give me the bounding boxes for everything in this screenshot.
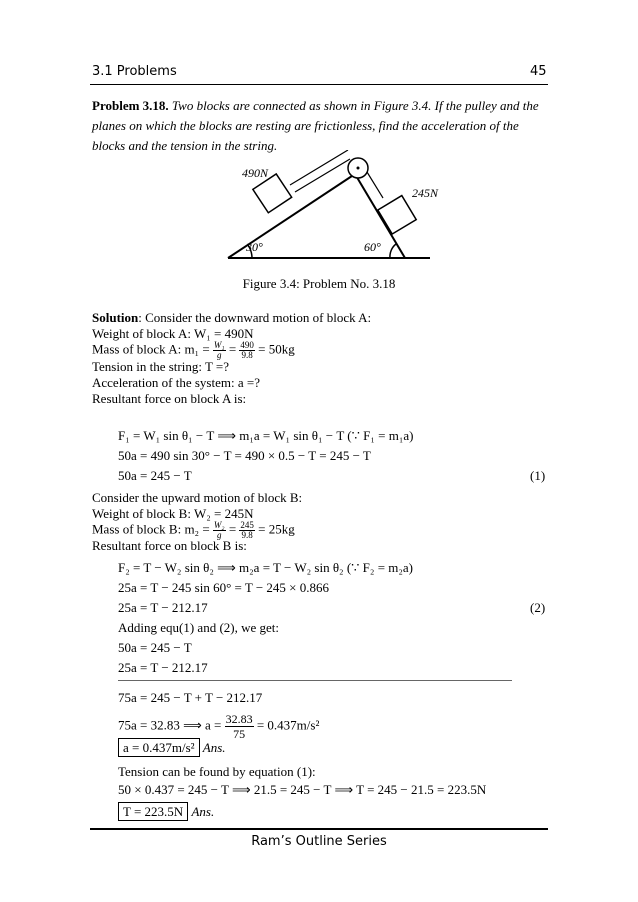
angle-arc-right [390, 244, 396, 258]
problem-text: Two blocks are connected as shown in Figure 3.4. If the pulley and the planes on which the blocks are resting are frictionless, find the acceleration of the blocks and the tension in the string. [92, 98, 539, 153]
intro-b-line: Consider the upward motion of block B: [92, 490, 303, 505]
equation-a1: F₁ = W₁ sin θ₁ − T ⟹ m₁a = W₁ sin θ₁ − T (∵ F₁ = m₁a) [118, 428, 414, 443]
problem-statement [92, 96, 548, 156]
label-angle-60: 60° [364, 240, 381, 254]
tension-intro-line: Tension can be found by equation (1): [118, 764, 316, 779]
tension-equation: 50 × 0.437 = 245 − T ⟹ 21.5 = 245 − T ⟹ T = 245 − 21.5 = 223.5N [118, 782, 487, 797]
block-b [378, 196, 416, 234]
answer-t-label: Ans. [191, 804, 215, 819]
tension-line: Tension in the string: T =? [92, 359, 230, 374]
pulley-axle [357, 167, 360, 170]
answer-a-line [118, 740, 226, 756]
resultant-b-line: Resultant force on block B is: [92, 538, 247, 553]
weight-b-line: Weight of block B: W₂ = 245N [92, 506, 254, 521]
add-eq2: 25a = T − 212.17 [118, 660, 208, 675]
mass-b-den2: 9.8 [241, 530, 253, 540]
sum-rule [118, 680, 512, 681]
mass-b-den1: g [216, 530, 222, 540]
footer-series: Ram’s Outline Series [251, 834, 387, 849]
sum-eq2-frac [225, 712, 254, 741]
sum-eq2-prefix: 75a = 32.83 ⟹ a = [118, 717, 222, 733]
acceleration-line: Acceleration of the system: a =? [92, 375, 260, 390]
mass-a-den1: g [216, 350, 222, 360]
sum-eq2-suffix: = 0.437m/s² [256, 717, 320, 733]
mass-a-prefix: Mass of block A: m₁ = [92, 341, 210, 357]
weight-a-line: Weight of block A: W₁ = 490N [92, 326, 254, 341]
answer-t-box: T = 223.5N [118, 802, 188, 821]
string-a-lower [295, 159, 350, 192]
mass-a-frac2 [239, 341, 255, 360]
equation-number-1: (1) [530, 468, 546, 483]
solution-intro-text: : Consider the downward motion of block A: [138, 310, 372, 325]
sum-eq2 [118, 712, 319, 741]
mass-a-num1: W₁ [213, 340, 225, 350]
sum-eq2-num: 32.83 [225, 712, 253, 726]
footer-rule [90, 828, 548, 830]
answer-t-line [118, 804, 214, 820]
sum-eq1: 75a = 245 − T + T − 212.17 [118, 690, 263, 705]
string-a [290, 150, 348, 185]
mass-a-den2: 9.8 [241, 350, 253, 360]
label-245n: 245N [412, 186, 439, 200]
mass-b-line: Mass of block B: m₂ = $\frac{\text{W₂}}{g}$ = $\frac{245}{9.8}$ = 25kg [92, 520, 295, 540]
inclined-planes-figure [190, 150, 450, 265]
mass-a-num2: 490 [240, 340, 254, 350]
equation-a2: 50a = 490 sin 30° − T = 490 × 0.5 − T = 245 − T [118, 448, 371, 463]
label-angle-30: 30° [246, 240, 263, 254]
mass-b-num1: W₂ [213, 520, 225, 530]
equation-b1: F₂ = T − W₂ sin θ₂ ⟹ m₂a = T − W₂ sin θ₂ (∵ F₂ = m₂a) [118, 560, 414, 575]
figure-caption: Figure 3.4: Problem No. 3.18 [242, 276, 396, 291]
adding-line: Adding equ(1) and (2), we get: [118, 620, 280, 635]
equation-a3: 50a = 245 − T [118, 468, 192, 483]
solution-label: Solution [92, 310, 139, 325]
header-rule [90, 84, 548, 85]
mass-b-result: = 25kg [258, 521, 295, 537]
equation-b2: 25a = T − 245 sin 60° = T − 245 × 0.866 [118, 580, 329, 595]
equation-number-2: (2) [530, 600, 546, 615]
string-b [367, 172, 383, 198]
resultant-a-line: Resultant force on block A is: [92, 391, 247, 406]
sum-eq2-den: 75 [233, 727, 246, 741]
problem-label: Problem 3.18. [92, 98, 169, 113]
label-490n: 490N [242, 166, 269, 180]
equation-b3: 25a = T − 212.17 [118, 600, 208, 615]
solution-intro [92, 310, 371, 326]
mass-b-prefix: Mass of block B: m₂ = [92, 521, 210, 537]
mass-a-line: Mass of block A: m₁ = $\frac{\text{W₁}}{g}$ = $\frac{490}{9.8}$ = 50kg [92, 340, 295, 360]
mass-a-frac1 [213, 341, 226, 360]
mass-a-result: = 50kg [258, 341, 295, 357]
answer-a-box: a = 0.437m/s² [118, 738, 200, 757]
running-header-section: 3.1 Problems [92, 64, 177, 79]
answer-a-label: Ans. [202, 740, 226, 755]
add-eq1: 50a = 245 − T [118, 640, 192, 655]
page-number: 45 [530, 64, 547, 79]
mass-b-num2: 245 [240, 520, 254, 530]
